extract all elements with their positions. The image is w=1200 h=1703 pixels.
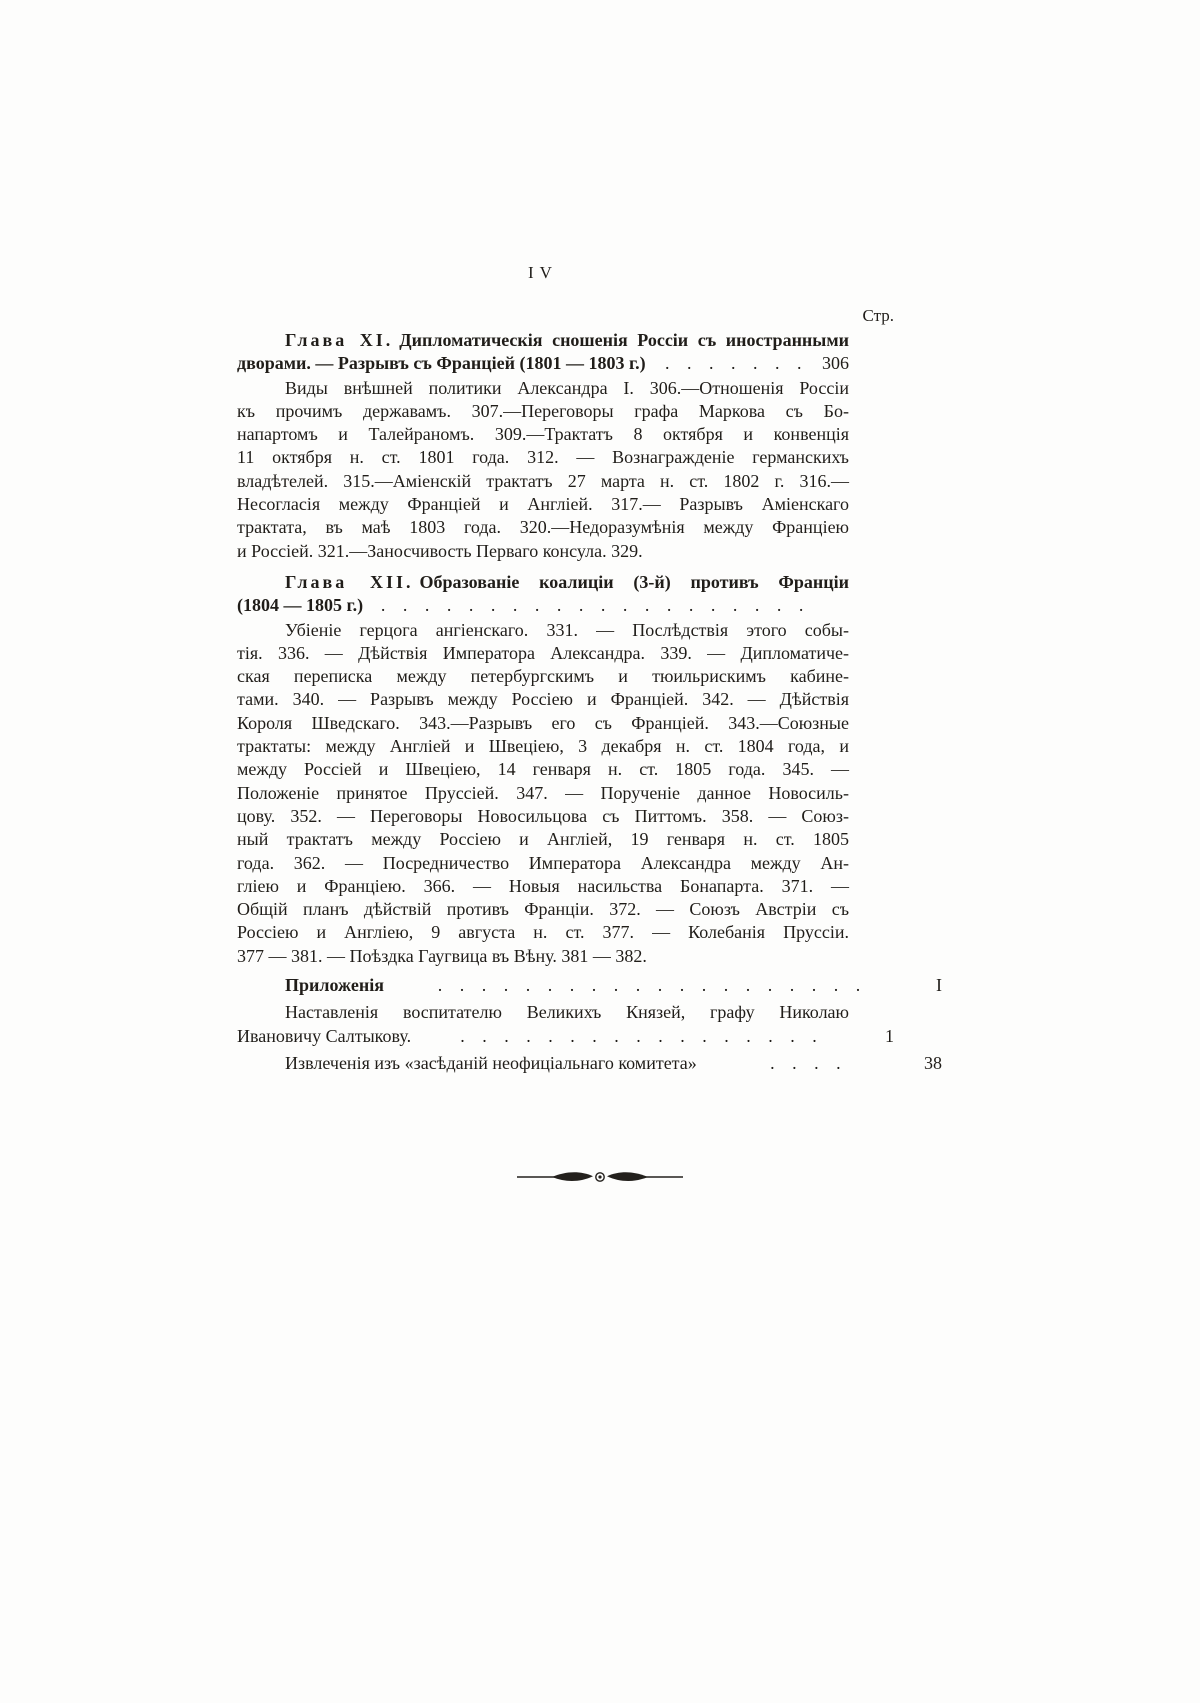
summary-line: 377 — 381. — Поѣздка Гаугвица въ Вѣну. 381 — 382. — [237, 945, 647, 966]
entry-page-number: 38 — [924, 1052, 942, 1073]
toc-entry-chapter-12 — [237, 571, 849, 618]
page-number-folio: IV — [528, 263, 558, 282]
tailpiece-ornament — [516, 1168, 684, 1191]
summary-line: Общій планъ дѣйствій противъ Франціи. 372. — Союзъ Австріи съ — [237, 899, 849, 920]
toc-entry-chapter-11 — [237, 329, 849, 376]
toc-section-appendices — [237, 974, 942, 1075]
summary-line: гліею и Франціею. 366. — Новыя насильства Бонапарта. 371. — — [237, 875, 849, 896]
appendices-heading-page-number: I — [936, 975, 942, 996]
summary-line: Положеніе принятое Пруссіей. 347. — Порученіе данное Новосиль- — [237, 782, 849, 803]
chapter-11-title: Дипломатическія сношенія Россіи съ иностранными — [399, 330, 849, 350]
entry-text: Извлеченія изъ «засѣданій неофиціальнаго комитета» — [285, 1052, 697, 1073]
toc-entry-izvlecheniya — [237, 1052, 942, 1075]
chapter-11-title-continued: дворами. — Разрывъ съ Франціей (1801 — 1803 г.) — [237, 353, 646, 374]
summary-line: напартомъ и Талейраномъ. 309.—Трактатъ 8 октября и конвенція — [237, 424, 849, 445]
dot-leader: . . . . . . . . . . . . . . . . . . . . — [380, 595, 804, 616]
entry-page-number: 1 — [885, 1025, 894, 1046]
chapter-11-label: Глава XI. — [285, 330, 394, 350]
toc-entry-nastavleniya — [237, 1001, 894, 1048]
appendices-heading-text: Приложенія — [285, 975, 384, 996]
chapter-11-heading-line-2 — [237, 352, 849, 375]
chapter-12-title: Образованіе коалиціи (3-й) противъ Франціи — [419, 571, 849, 592]
summary-line: между Россіей и Швеціею, 14 генваря н. ст. 1805 года. 345. — — [237, 759, 849, 780]
chapter-11-summary — [237, 377, 849, 563]
summary-line: цову. 352. — Переговоры Новосильцова съ Питтомъ. 358. — Союз- — [237, 805, 849, 826]
chapter-12-heading-line-2 — [237, 594, 849, 617]
chapter-12-summary — [237, 619, 849, 968]
summary-line: трактаты: между Англіей и Швеціею, 3 декабря н. ст. 1804 года, и — [237, 736, 849, 757]
summary-line: Россіею и Англіею, 9 августа н. ст. 377. — Колебанія Пруссіи. — [237, 922, 849, 943]
tailpiece-ornament-icon — [516, 1168, 684, 1186]
dot-leader: . . . . . . . . . . . . . . . . . — [460, 1025, 817, 1046]
summary-line: тія. 336. — Дѣйствія Императора Александра. 339. — Дипломатиче- — [237, 642, 849, 663]
summary-line: Несогласія между Франціей и Англіей. 317.— Разрывъ Аміенскаго — [237, 494, 849, 515]
chapter-12-label: Глава XII. — [285, 571, 414, 592]
dot-leader: . . . . . . . — [665, 353, 802, 374]
toc-entry-appendices-heading — [237, 974, 942, 997]
chapter-12-title-continued: (1804 — 1805 г.) — [237, 595, 364, 616]
chapter-11-heading-line-1 — [237, 329, 849, 352]
summary-line: и Россіей. 321.—Заносчивость Перваго консула. 329. — [237, 540, 643, 561]
summary-line: къ прочимъ державамъ. 307.—Переговоры графа Маркова съ Бо- — [237, 400, 849, 421]
entry-text-continued: Ивановичу Салтыкову. — [237, 1025, 412, 1046]
summary-line: ская переписка между петербургскимъ и тюильрискимъ кабине- — [237, 666, 849, 687]
summary-line: Убіеніе герцога ангіенскаго. 331. — Послѣдствія этого собы- — [285, 619, 849, 640]
summary-line: Виды внѣшней политики Александра I. 306.—Отношенія Россіи — [285, 377, 849, 398]
table-of-contents — [237, 329, 942, 1075]
entry-line: Наставленія воспитателю Великихъ Князей, графу Николаю — [285, 1002, 849, 1023]
page-column-header: Стр. — [862, 306, 894, 325]
summary-line: 11 октября н. ст. 1801 года. 312. — Вознагражденіе германскихъ — [237, 447, 849, 468]
summary-line: трактата, въ маѣ 1803 года. 320.—Недоразумѣнія между Франціею — [237, 517, 849, 538]
dot-leader: . . . . . . . . . . . . . . . . . . . . — [437, 975, 861, 996]
summary-line: тами. 340. — Разрывъ между Россіею и Франціей. 342. — Дѣйствія — [237, 689, 849, 710]
summary-line: владѣтелей. 315.—Аміенскій трактатъ 27 марта н. ст. 1802 г. 316.— — [237, 470, 849, 491]
chapter-12-heading-line-1 — [237, 571, 849, 594]
chapter-11-page-number: 306 — [822, 353, 849, 374]
summary-line: ный трактатъ между Россіею и Англіей, 19 генваря н. ст. 1805 — [237, 829, 849, 850]
summary-line: Короля Шведскаго. 343.—Разрывъ его съ Франціей. 343.—Союзные — [237, 712, 849, 733]
summary-line: года. 362. — Посредничество Императора Александра между Ан- — [237, 852, 849, 873]
entry-line-with-page — [237, 1025, 894, 1048]
dot-leader: . . . . — [770, 1052, 841, 1073]
